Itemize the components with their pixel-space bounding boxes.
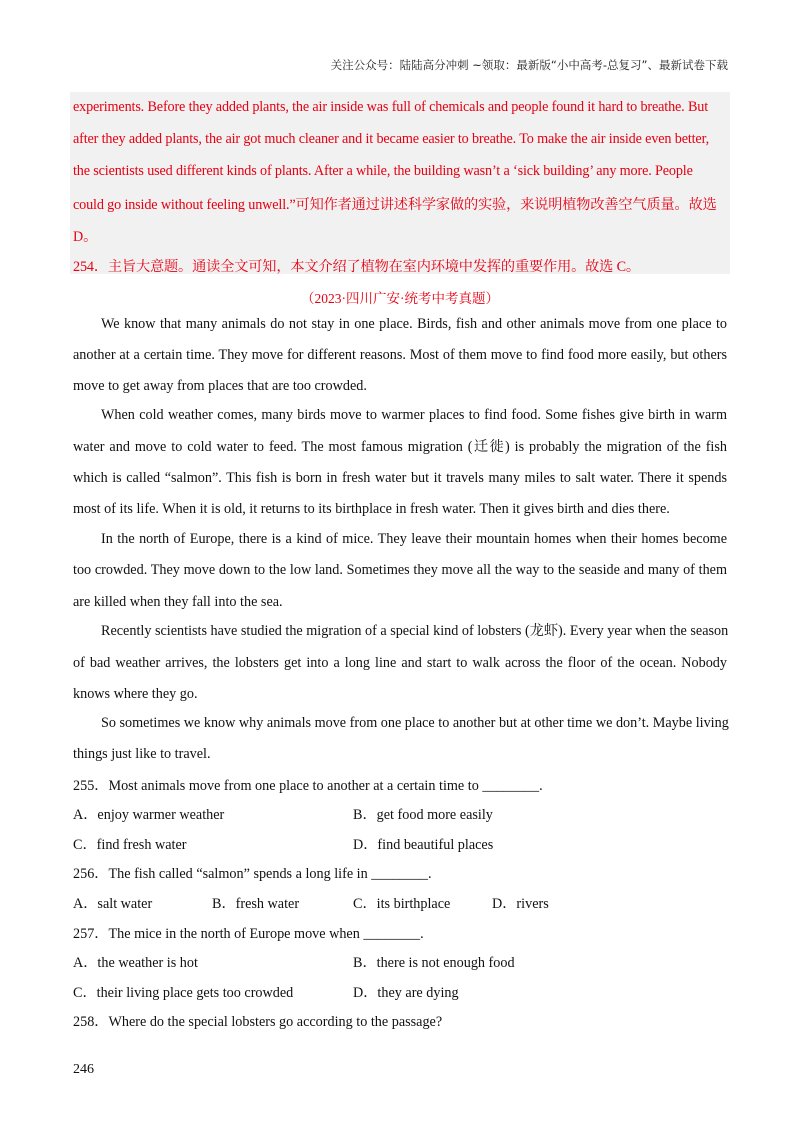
question-256-option-b[interactable]: B．fresh water bbox=[212, 896, 300, 912]
answer-line: after they added plants, the air got much cleaner and it became easier to breathe. To make the air inside even better, bbox=[73, 131, 709, 147]
question-255-stem: 255．Most animals move from one place to another at a certain time to ________. bbox=[73, 778, 543, 794]
question-255-option-c[interactable]: C．find fresh water bbox=[73, 837, 187, 853]
passage-line: are killed when they fall into the sea. bbox=[73, 594, 283, 610]
question-255-option-b[interactable]: B．get food more easily bbox=[353, 807, 493, 823]
question-256-option-a[interactable]: A．salt water bbox=[73, 896, 153, 912]
question-255-option-d[interactable]: D．find beautiful places bbox=[353, 837, 494, 853]
passage-line: which is called “salmon”. This fish is born in fresh water but it travels many miles to salt water. There it spends bbox=[73, 470, 727, 486]
question-257-option-a[interactable]: A．the weather is hot bbox=[73, 955, 198, 971]
question-256-option-d[interactable]: D．rivers bbox=[492, 896, 549, 912]
source-title: （2023·四川广安·统考中考真题） bbox=[301, 291, 499, 306]
passage-line: things just like to travel. bbox=[73, 746, 211, 762]
passage-line: Recently scientists have studied the migration of a special kind of lobsters (龙虾). Every year when the season bbox=[101, 623, 729, 639]
page-number: 246 bbox=[73, 1062, 94, 1077]
passage-line: of bad weather arrives, the lobsters get into a long line and start to walk across the floor of the ocean. Nobody bbox=[73, 655, 727, 671]
answer-line: D。 bbox=[73, 229, 98, 245]
question-255-option-a[interactable]: A．enjoy warmer weather bbox=[73, 807, 225, 823]
question-258-stem: 258．Where do the special lobsters go according to the passage? bbox=[73, 1014, 443, 1030]
question-257-stem: 257．The mice in the north of Europe move when ________. bbox=[73, 926, 424, 942]
passage-line: most of its life. When it is old, it returns to its birthplace in fresh water. Then it gives birth and dies there. bbox=[73, 501, 670, 517]
passage-line: So sometimes we know why animals move from one place to another but at other time we don’t. Maybe living bbox=[101, 715, 729, 731]
passage-line: When cold weather comes, many birds move to warmer places to find food. Some fishes give birth in warm bbox=[101, 407, 727, 423]
question-256-option-c[interactable]: C．its birthplace bbox=[353, 896, 451, 912]
passage-line: too crowded. They move down to the low land. Sometimes they move all the way to the seaside and many of them bbox=[73, 562, 727, 578]
question-257-option-b[interactable]: B．there is not enough food bbox=[353, 955, 515, 971]
answer-explanation-block bbox=[70, 92, 730, 274]
passage-line: move to get away from places that are too crowded. bbox=[73, 378, 367, 394]
answer-line: experiments. Before they added plants, the air inside was full of chemicals and people found it hard to breathe. But bbox=[73, 99, 709, 115]
page-header: 关注公众号：陆陆高分冲刺 ~领取：最新版“小中高考-总复习”、最新试卷下载 bbox=[330, 58, 728, 72]
answer-line: the scientists used different kinds of plants. After a while, the building wasn’t a ‘sick building’ any more. People bbox=[73, 163, 693, 179]
passage-line: another at a certain time. They move for different reasons. Most of them move to find food more easily, but others bbox=[73, 347, 727, 363]
passage-line: knows where they go. bbox=[73, 686, 198, 702]
answer-line: could go inside without feeling unwell.”可知作者通过讲述科学家做的实验，来说明植物改善空气质量。故选 bbox=[73, 197, 717, 213]
answer-line: 254．主旨大意题。通读全文可知，本文介绍了植物在室内环境中发挥的重要作用。故选 C。 bbox=[73, 259, 640, 275]
passage-line: In the north of Europe, there is a kind of mice. They leave their mountain homes when their homes become bbox=[101, 531, 727, 547]
passage-line: water and move to cold water to feed. The most famous migration (迁徙) is probably the migration of the fish bbox=[73, 439, 727, 455]
passage-line: We know that many animals do not stay in one place. Birds, fish and other animals move from one place to bbox=[101, 316, 727, 332]
question-257-option-c[interactable]: C．their living place gets too crowded bbox=[73, 985, 294, 1001]
question-257-option-d[interactable]: D．they are dying bbox=[353, 985, 459, 1001]
question-256-stem: 256．The fish called “salmon” spends a long life in ________. bbox=[73, 866, 432, 882]
